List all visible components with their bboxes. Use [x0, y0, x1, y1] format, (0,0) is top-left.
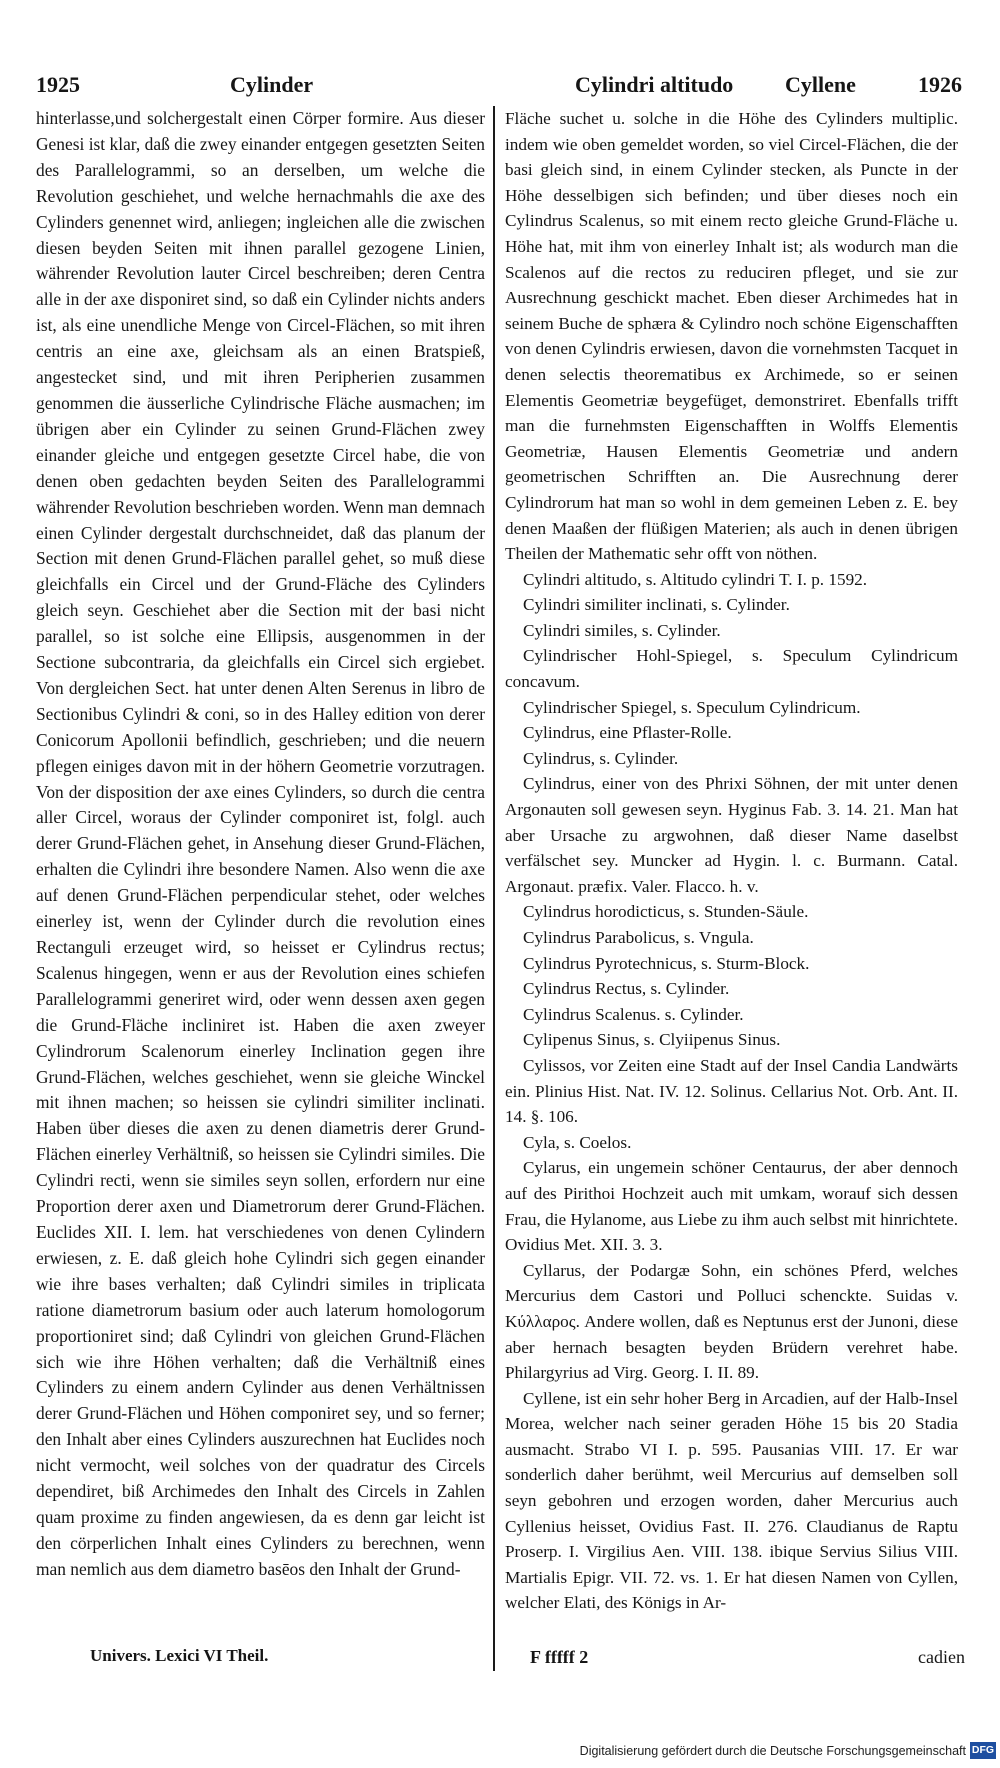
- right-column-continuation: Fläche suchet u. solche in die Höhe des Cylinders multiplic. indem wie oben gemeldet worden, so viel Circel-Flächen, die der basi gleich sind, in einem Cylinder stecken, als Puncte in der Höhe desselbigen sich befinden; und über dieses noch ein Cylindrus Scalenus, so mit einem recto gleiche Grund-Fläche u. Höhe hat, mit ihm von einerley Inhalt ist; als wodurch man die Scalenos auf die rectos zu reduciren pfleget, und sie zur Ausrechnung geschickt machet. Eben dieser Archimedes hat in seinem Buche de sphæra & Cylindro noch schöne Eigenschafften von denen Cylindris erwiesen, davon die vornehmsten Tacquet in denen selectis theorematibus ex Archimede, so er seinen Elementis Geometriæ beygefüget, demonstriret. Ebenfalls trifft man die furnehmsten Eigenschafften in Wolffs Elementis Geometriæ, Hausen Elementis Geometriæ und andern geometrischen Schrifften an. Die Ausrechnung derer Cylindrorum hat man so wohl in dem gemeinen Leben z. E. bey denen Maaßen der flüßigen Materien; als auch in denen übrigen Theilen der Mathematic sehr offt von nöthen.: [505, 109, 958, 564]
- entry-cylindrus-horodicticus: Cylindrus horodicticus, s. Stunden-Säule.: [523, 902, 809, 922]
- entry-cylindrus-rectus: Cylindrus Rectus, s. Cylinder.: [523, 979, 730, 999]
- catchword: cadien: [918, 1647, 965, 1667]
- page-number-left: 1925: [36, 72, 80, 97]
- entry-cylindrus-pyrotechnicus: Cylindrus Pyrotechnicus, s. Sturm-Block.: [523, 953, 810, 973]
- entry-cylindrischer-spiegel: Cylindrischer Spiegel, s. Speculum Cylindricum.: [523, 697, 861, 717]
- entry-cylindrus-pflaster-rolle: Cylindrus, eine Pflaster-Rolle.: [523, 723, 732, 743]
- dfg-logo: DFG: [970, 1742, 996, 1759]
- entry-cylindrus-phrixi: Cylindrus, einer von des Phrixi Söhnen, der mit unter denen Argonauten soll gewesen seyn. Hyginus Fab. 3. 14. 21. Man hat aber Ursache zu argwohnen, daß dieser Name daselbst verfälschet sey. Muncker ad Hygin. l. c. Burmann. Catal. Argonaut. præfix. Valer. Flacco. h. v.: [505, 774, 958, 896]
- entry-cylipenus-sinus: Cylipenus Sinus, s. Clyiipenus Sinus.: [523, 1030, 781, 1050]
- running-title-right-second: Cyllene: [785, 72, 856, 97]
- entry-cylindri-similiter-inclinati: Cylindri similiter inclinati, s. Cylinder.: [523, 595, 790, 615]
- entry-cylindrus-parabolicus: Cylindrus Parabolicus, s. Vngula.: [523, 928, 754, 947]
- signature-mark: F fffff 2: [530, 1647, 589, 1667]
- column-divider: [493, 106, 495, 1671]
- right-column: [505, 106, 958, 1616]
- running-header: [20, 72, 986, 102]
- entry-cylindrus-scalenus: Cylindrus Scalenus. s. Cylinder.: [523, 1004, 744, 1024]
- digitization-notice: Digitalisierung gefördert durch die Deutsche Forschungsgemeinschaft: [579, 1744, 966, 1758]
- volume-footer: [90, 1646, 268, 1666]
- entry-cyllarus: Cyllarus, der Podargæ Sohn, ein schönes Pferd, welches Mercurius dem Castori und Polluci schenckte. Suidas v. Κύλλαρος. Andere wollen, daß es Neptunus erst der Junoni, diese aber hernach besagten beyden Brüdern verehret habe. Philargyrius ad Virg. Georg. I. II. 89.: [505, 1260, 958, 1383]
- running-title-left: Cylinder: [230, 72, 314, 97]
- entry-cylissos: Cylissos, vor Zeiten eine Stadt auf der Insel Candia Landwärts ein. Plinius Hist. Nat. IV. 12. Solinus. Cellarius Not. Orb. Ant. II. 14. §. 106.: [505, 1055, 958, 1127]
- entry-cylarus: Cylarus, ein ungemein schöner Centaurus, der aber dennoch auf des Pirithoi Hochzeit auch mit umkam, worauf sich dessen Frau, die Hylanome, aus Liebe zu ihm auch selbst mit hinrichtete. Ovidius Met. XII. 3. 3.: [505, 1158, 958, 1255]
- entry-cylindrischer-hohl-spiegel: Cylindrischer Hohl-Spiegel, s. Speculum Cylindricum concavum.: [505, 646, 958, 692]
- entry-cylindri-similes: Cylindri similes, s. Cylinder.: [523, 620, 721, 640]
- left-column-text: hinterlasse,und solchergestalt einen Cörper formire. Aus dieser Genesi ist klar, daß die zwey einander entgegen gesetzten Seiten des Parallelogrammi, so an derselben, um welche die Revolution geschiehet, und welche hernachmahls die axe des Cylinders genennet wird, anliegen; ingleichen alle die zwischen diesen beyden Seiten mit ihnen parallel gezogene Linien, währender Revolution lauter Circel beschreiben; deren Centra alle in der axe disponiret sind, so daß ein Cylinder nichts anders ist, als eine unendliche Menge von Circel-Flächen, so mit ihren centris an eine axe, gleichsam als an einen Bratspieß, angestecket sind, und mit ihren Peripherien zusammen genommen die äusserliche Cylindrische Fläche ausmachen; im übrigen aber ein Cylinder zu seinen Grund-Flächen zwey einander gleiche und entgegen gesetzte Circel habe, die von denen oben gedachten beyden Seiten des Parallelogrammi währender Revolution beschrieben worden. Wenn man demnach einen Cylinder dergestalt durchschneidet, daß das planum der Section mit denen Grund-Flächen parallel gehet, so muß diese gleichfalls ein Circel und der Grund-Fläche des Cylinders gleich seyn. Geschiehet aber die Section mit der basi nicht parallel, so ist solche eine Ellipsis, ausgenommen in der Sectione subcontraria, da gleichfalls ein Circel sich ergiebet. Von dergleichen Sect. hat unter denen Alten Serenus in libro de Sectionibus Cylindri & coni, so in des Halley edition von derer Conicorum Apollonii befindlich, geschrieben; und die neuern pflegen einiges davon mit in der höhern Geometrie vorzutragen. Von der disposition der axe eines Cylinders, so durch die centra aller Circel, woraus der Cylinder componiret ist, folgl. auch derer Grund-Flächen gehet, in Ansehung dieser Grund-Flächen, erhalten die Cylindri ihre besondere Namen. Also wenn die axe auf denen Grund-Flächen perpendicular stehet, oder welches einerley ist, wenn der Cylinder durch die revolution eines Rectanguli erzeuget wird, so heisset er Cylindrus rectus; Scalenus hingegen, wenn er aus der Revolution eines schiefen Parallelogrammi generiret wird, oder wenn dessen axen gegen die Grund-Fläche incliniret ist. Haben die axen zweyer Cylindrorum Scalenorum einerley Inclination gegen ihre Grund-Flächen, welches geschiehet, wenn sie gleiche Winckel mit ihnen machen; so heissen sie cylindri similiter inclinati. Haben über dieses die axen zu denen diametris derer Grund-Flächen einerley Verhältniß, so heissen sie Cylindri similes. Die Cylindri recti, wenn sie similes seyn sollen, erfordern nur eine Proportion derer axen und Diametrorum derer Grund-Flächen. Euclides XII. I. lem. hat verschiedenes von denen Cylindern erwiesen, z. E. daß gleich hohe Cylindri sich gegen einander wie ihre bases verhalten; daß Cylindri similes in triplicata ratione diametrorum basium oder auch laterum homologorum proportioniret sind; daß Cylindri von gleichen Grund-Flächen sich wie ihre Höhen verhalten; daß die Verhältniß eines Cylinders zu einem andern Cylinder aus denen Verhältnissen derer Grund-Flächen und Höhen componiret sey, und so ferner; den Inhalt aber eines Cylinders auszurechnen hat Euclides noch nicht vermocht, weil solches von der quadratur des Circels dependiret, biß Archimedes den Inhalt des Circels in Zahlen quam proxime zu finden angewiesen, da es denn gar leicht ist den cörperlichen Inhalt eines Cylinders zu berechnen, wenn man nemlich aus dem diametro basēos den Inhalt der Grund-: [36, 108, 485, 1579]
- volume-footer-text: Univers. Lexici VI Theil.: [90, 1646, 269, 1665]
- running-title-right-first: Cylindri altitudo: [575, 72, 734, 97]
- entry-cyla: Cyla, s. Coelos.: [523, 1132, 632, 1152]
- entry-cylindrus: Cylindrus, s. Cylinder.: [523, 748, 679, 768]
- entry-cylindri-altitudo: Cylindri altitudo, s. Altitudo cylindri T. I. p. 1592.: [523, 569, 868, 589]
- entry-cyllene: Cyllene, ist ein sehr hoher Berg in Arcadien, auf der Halb-Insel Morea, welcher nach seiner geraden Höhe 15 bis 20 Stadia ausmacht. Strabo VI I. p. 595. Pausanias VIII. 17. Er war sonderlich daher berühmt, weil Mercurius auf demselben soll seyn gebohren und erzogen worden, daher Mercurius auch Cyllenius heisset, Ovidius Fast. II. 276. Claudianus de Raptu Proserp. I. Virgilius Aen. VIII. 138. ibique Servius Silius VIII. Martialis Epigr. VII. 72. vs. 1. Er hat diesen Namen von Cyllen, welcher Elati, des Königs in Ar-: [505, 1388, 958, 1613]
- page-number-right: 1926: [918, 72, 962, 97]
- left-column: [36, 106, 485, 1583]
